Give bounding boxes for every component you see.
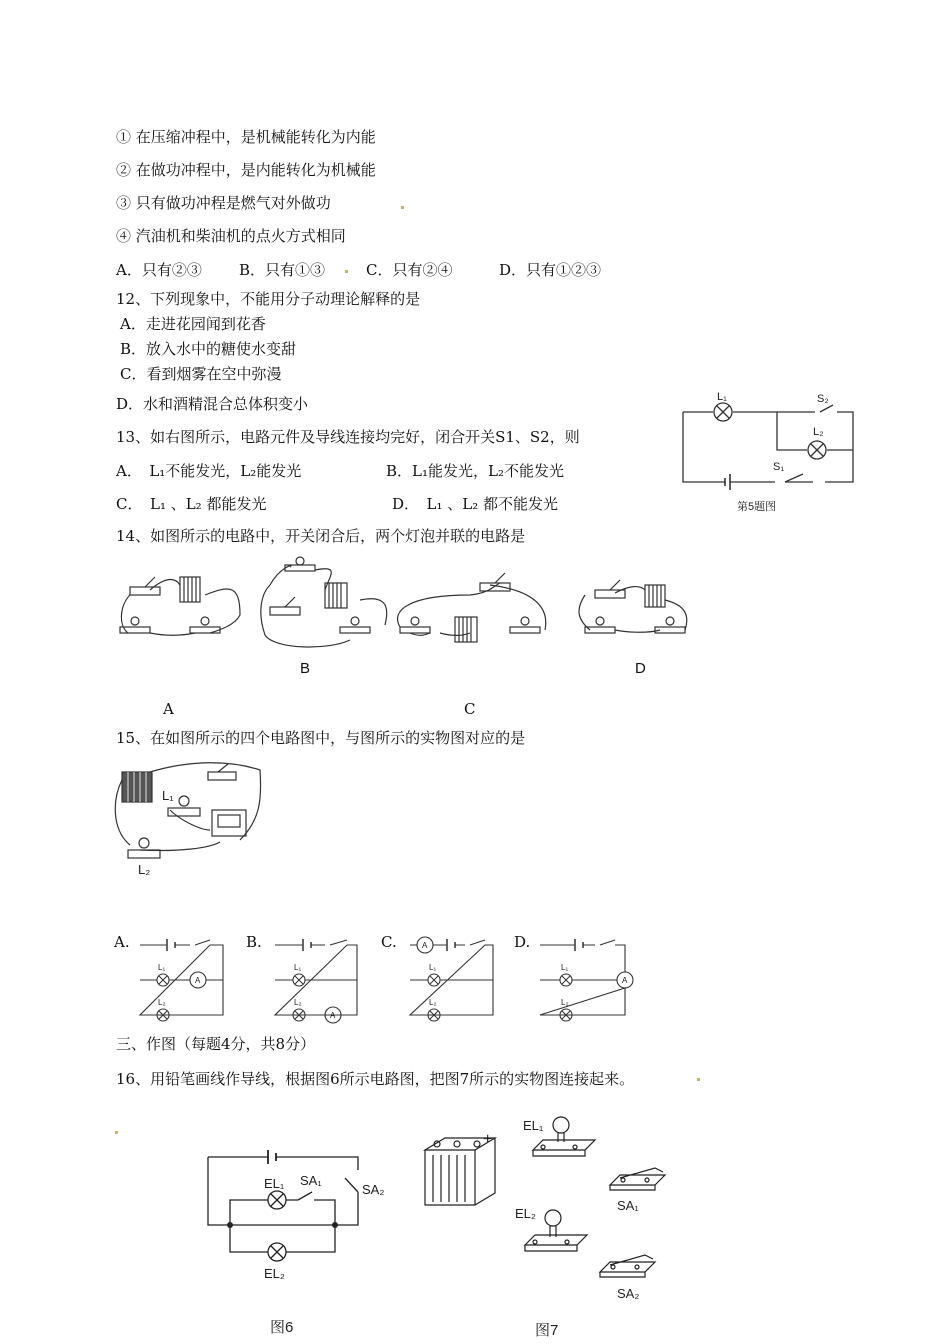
q13-label-l1: L₁ bbox=[717, 391, 727, 403]
q14-circuits-figure bbox=[110, 555, 710, 655]
q13-label-l2: L₂ bbox=[813, 426, 824, 438]
fig6-caption: 图6 bbox=[270, 1319, 294, 1336]
q12-stem: 12、下列现象中，不能用分子动理论解释的是 bbox=[116, 290, 421, 308]
q13-option-b: B．L₁能发光，L₂不能发光 bbox=[386, 462, 564, 480]
q15-option-a-label: A. bbox=[114, 933, 130, 951]
q16-figure-6 bbox=[200, 1140, 390, 1340]
scan-speck bbox=[115, 1131, 118, 1134]
statement-1: ① 在压缩冲程中，是机械能转化为内能 bbox=[116, 128, 376, 146]
q14-label-b: B bbox=[300, 660, 311, 677]
fig6-label-el2: EL₂ bbox=[264, 1266, 285, 1281]
q13-label-s2: S₂ bbox=[817, 393, 829, 405]
q11-option-d: D．只有①②③ bbox=[499, 261, 602, 279]
q13-option-a: A． L₁不能发光，L₂能发光 bbox=[116, 462, 302, 480]
q15-c-label-l1: L₁ bbox=[429, 963, 437, 972]
q15-b-label-l2: L₂ bbox=[294, 998, 302, 1007]
fig6-label-el1: EL₁ bbox=[264, 1176, 285, 1191]
q15-b-ammeter: A bbox=[330, 1011, 336, 1020]
scan-speck bbox=[345, 270, 348, 273]
q15-photo-label-l1: L₁ bbox=[162, 788, 174, 803]
q15-photo-label-l2: L₂ bbox=[138, 862, 151, 877]
q13-option-d: D． L₁ 、L₂ 都不能发光 bbox=[392, 495, 559, 513]
statement-2: ② 在做功冲程中，是内能转化为机械能 bbox=[116, 161, 376, 179]
q11-option-c: C．只有②④ bbox=[366, 261, 453, 279]
fig7-label-el2: EL₂ bbox=[515, 1206, 536, 1221]
q14-label-a: A bbox=[163, 700, 174, 718]
q15-option-b-label: B. bbox=[246, 933, 262, 951]
q15-a-label-l2: L₂ bbox=[158, 998, 166, 1007]
q16-figure-7 bbox=[415, 1110, 675, 1340]
scan-speck bbox=[697, 1078, 700, 1081]
q13-label-s1: S₁ bbox=[773, 461, 785, 473]
statement-4: ④ 汽油机和柴油机的点火方式相同 bbox=[116, 227, 346, 245]
q15-circuit-options bbox=[135, 930, 640, 1025]
fig7-battery-plus: + bbox=[483, 1131, 493, 1148]
q15-c-label-l2: L₂ bbox=[429, 998, 437, 1007]
q15-b-label-l1: L₁ bbox=[294, 963, 302, 972]
q15-stem: 15、在如图所示的四个电路图中，与图所示的实物图对应的是 bbox=[116, 729, 526, 747]
statement-3: ③ 只有做功冲程是燃气对外做功 bbox=[116, 194, 331, 212]
fig7-label-sa1: SA₁ bbox=[617, 1198, 639, 1213]
q12-option-d: D．水和酒精混合总体积变小 bbox=[116, 395, 309, 413]
q16-stem: 16、用铅笔画线作导线，根据图6所示电路图，把图7所示的实物图连接起来。 bbox=[116, 1070, 635, 1088]
q15-option-c-label: C. bbox=[381, 933, 397, 951]
fig6-label-sa1: SA₁ bbox=[300, 1173, 322, 1188]
q12-option-a: A．走进花园闻到花香 bbox=[120, 315, 266, 333]
q13-option-c: C． L₁ 、L₂ 都能发光 bbox=[116, 495, 267, 513]
q14-label-c: C bbox=[464, 700, 476, 718]
section-3-heading: 三、作图（每题4分，共8分） bbox=[116, 1035, 316, 1053]
q11-option-b: B．只有①③ bbox=[239, 261, 326, 279]
q15-photo-figure bbox=[110, 760, 270, 880]
q15-a-label-l1: L₁ bbox=[158, 963, 166, 972]
fig7-caption: 图7 bbox=[535, 1322, 559, 1339]
q15-d-ammeter: A bbox=[622, 976, 628, 985]
fig7-label-sa2: SA₂ bbox=[617, 1286, 640, 1301]
q15-d-label-l2: L₂ bbox=[561, 998, 569, 1007]
q15-d-label-l1: L₁ bbox=[561, 963, 569, 972]
scan-speck bbox=[401, 206, 404, 209]
q13-figure-caption: 第5题图 bbox=[737, 501, 777, 513]
q14-stem: 14、如图所示的电路中，开关闭合后，两个灯泡并联的电路是 bbox=[116, 527, 526, 545]
q15-c-ammeter: A bbox=[422, 941, 428, 950]
fig6-label-sa2: SA₂ bbox=[362, 1182, 385, 1197]
q12-option-b: B．放入水中的糖使水变甜 bbox=[120, 340, 297, 358]
q13-circuit-figure bbox=[675, 390, 865, 520]
q14-label-d: D bbox=[635, 660, 646, 677]
fig7-label-el1: EL₁ bbox=[523, 1118, 544, 1133]
q15-option-d-label: D. bbox=[514, 933, 531, 951]
q12-option-c: C．看到烟雾在空中弥漫 bbox=[120, 365, 282, 383]
q11-option-a: A．只有②③ bbox=[116, 261, 202, 279]
q13-stem: 13、如右图所示，电路元件及导线连接均完好，闭合开关S1、S2，则 bbox=[116, 428, 580, 446]
q15-a-ammeter: A bbox=[195, 976, 201, 985]
